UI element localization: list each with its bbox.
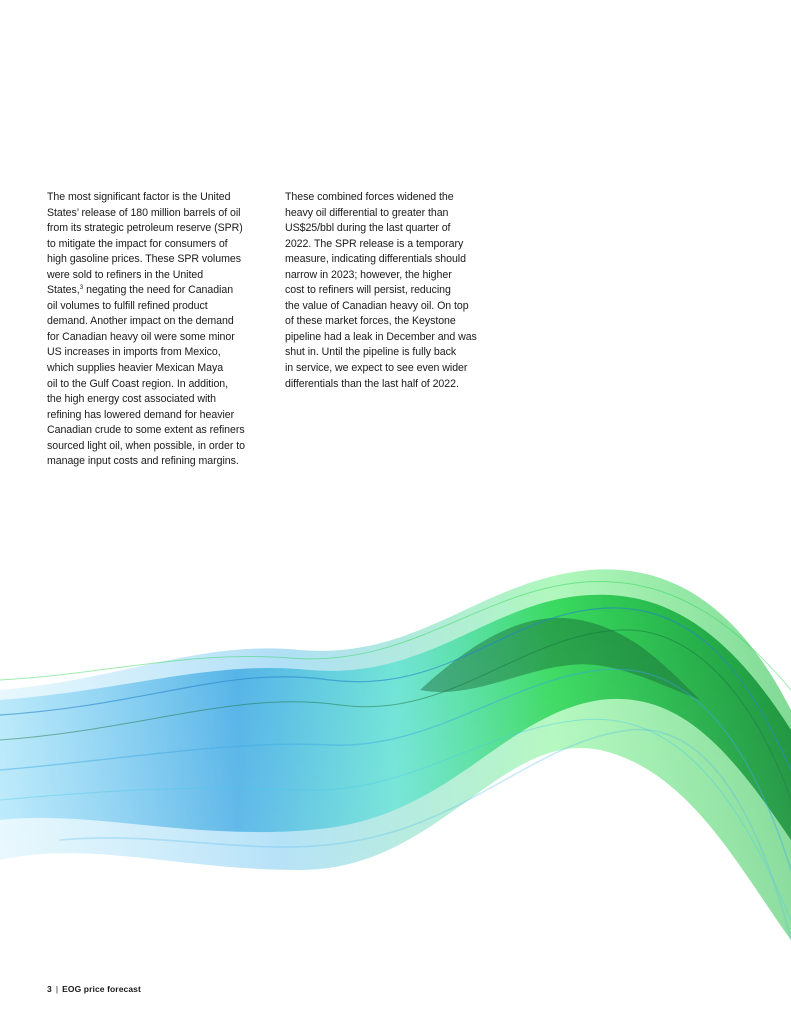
text-line: the high energy cost associated with: [47, 393, 216, 406]
text-line: from its strategic petroleum reserve (SPR): [47, 222, 243, 235]
footer-separator: |: [55, 984, 59, 994]
text-line: high gasoline prices. These SPR volumes: [47, 253, 241, 266]
text-line: shut in. Until the pipeline is fully back: [285, 346, 457, 359]
text-line: US$25/bbl during the last quarter of: [285, 222, 451, 235]
text-line: were sold to refiners in the United: [47, 268, 204, 281]
text-line: sourced light oil, when possible, in order to: [47, 439, 245, 452]
text-line: Canadian crude to some extent as refiners: [47, 424, 245, 437]
text-line: differentials than the last half of 2022.: [285, 377, 459, 390]
text-line: heavy oil differential to greater than: [285, 206, 449, 219]
text-line: refining has lowered demand for heavier: [47, 408, 235, 421]
text-line: narrow in 2023; however, the higher: [285, 268, 452, 281]
text-line: 2022. The SPR release is a temporary: [285, 237, 464, 250]
text-line: [47, 283, 272, 299]
page-number: 3: [47, 984, 52, 994]
text-line: measure, indicating differentials should: [285, 253, 466, 266]
text-line: US increases in imports from Mexico,: [47, 346, 221, 359]
decorative-wave-graphic: [0, 540, 791, 960]
text-line: manage input costs and refining margins.: [47, 455, 239, 468]
footnote-reference[interactable]: 3: [79, 284, 84, 292]
text-line: to mitigate the impact for consumers of: [47, 237, 228, 250]
text-fragment: negating the need for Canadian: [83, 284, 234, 297]
text-line: which supplies heavier Mexican Maya: [47, 362, 224, 375]
article-left-column: [47, 190, 272, 470]
text-line: These combined forces widened the: [285, 191, 454, 203]
text-line: demand. Another impact on the demand: [47, 315, 234, 328]
text-line: for Canadian heavy oil were some minor: [47, 330, 235, 343]
article-right-column: [285, 190, 497, 392]
text-line: oil to the Gulf Coast region. In addition,: [47, 377, 229, 390]
text-line: pipeline had a leak in December and was: [285, 330, 477, 343]
footer-title: EOG price forecast: [62, 984, 141, 994]
page-footer: [47, 984, 141, 994]
text-line: cost to refiners will persist, reducing: [285, 284, 451, 297]
text-line: of these market forces, the Keystone: [285, 315, 456, 328]
text-line: the value of Canadian heavy oil. On top: [285, 299, 469, 312]
text-line: oil volumes to fulfill refined product: [47, 299, 208, 312]
text-line: in service, we expect to see even wider: [285, 362, 468, 375]
text-line: The most significant factor is the United: [47, 191, 231, 203]
text-line: States’ release of 180 million barrels of oil: [47, 206, 241, 219]
text-fragment: States,: [47, 284, 80, 297]
